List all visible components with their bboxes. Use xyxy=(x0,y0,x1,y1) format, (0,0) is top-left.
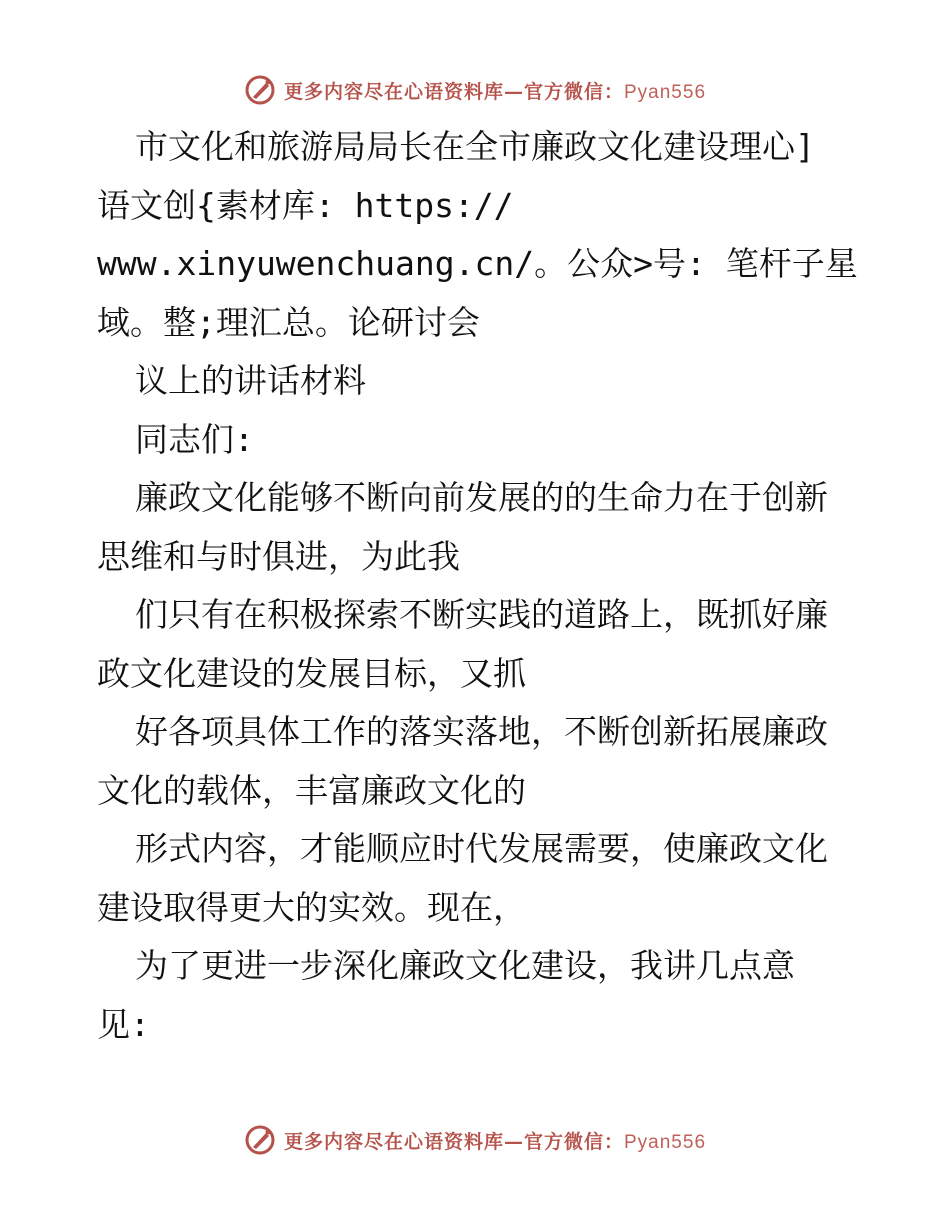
text-line: 政文化建设的发展目标，又抓 xyxy=(97,653,526,693)
circle-pen-logo-icon xyxy=(244,74,276,106)
banner-text: 更多内容尽在心语资料库—官方微信：Pyan556 xyxy=(283,80,707,103)
text-line: 见: xyxy=(97,1004,150,1044)
text-line: 好各项具体工作的落实落地，不断创新拓展廉政 xyxy=(135,712,828,751)
wechat-id: Pyan556 xyxy=(624,81,707,103)
text-line: 市文化和旅游局局长在全市廉政文化建设理心] xyxy=(135,127,815,166)
text-line: 形式内容，才能顺应时代发展需要，使廉政文化 xyxy=(135,829,828,868)
text-line: www.xinyuwenchuang.cn/。公众>号: 笔杆子星 xyxy=(97,244,858,283)
text-line: 议上的讲话材料 xyxy=(135,361,366,400)
text-line: 廉政文化能够不断向前发展的的生命力在于创新 xyxy=(135,478,828,517)
wechat-id: Pyan556 xyxy=(624,1131,707,1153)
text-line: 们只有在积极探索不断实践的道路上，既抓好廉 xyxy=(135,595,828,634)
document-body xyxy=(97,118,857,1054)
text-line: 为了更进一步深化廉政文化建设，我讲几点意 xyxy=(135,946,795,985)
text-line: 文化的载体，丰富廉政文化的 xyxy=(97,770,526,810)
header-banner xyxy=(0,70,950,110)
text-line: 语文创{素材库: https:// xyxy=(97,185,514,225)
text-line: 域。整;理汇总。论研讨会 xyxy=(97,302,480,342)
text-line: 建设取得更大的实效。现在， xyxy=(97,887,526,927)
footer-banner xyxy=(0,1120,950,1160)
text-line: 同志们: xyxy=(135,419,254,459)
circle-pen-logo-icon xyxy=(244,1124,276,1156)
text-line: 思维和与时俱进，为此我 xyxy=(97,536,460,576)
banner-text: 更多内容尽在心语资料库—官方微信：Pyan556 xyxy=(283,1130,707,1153)
